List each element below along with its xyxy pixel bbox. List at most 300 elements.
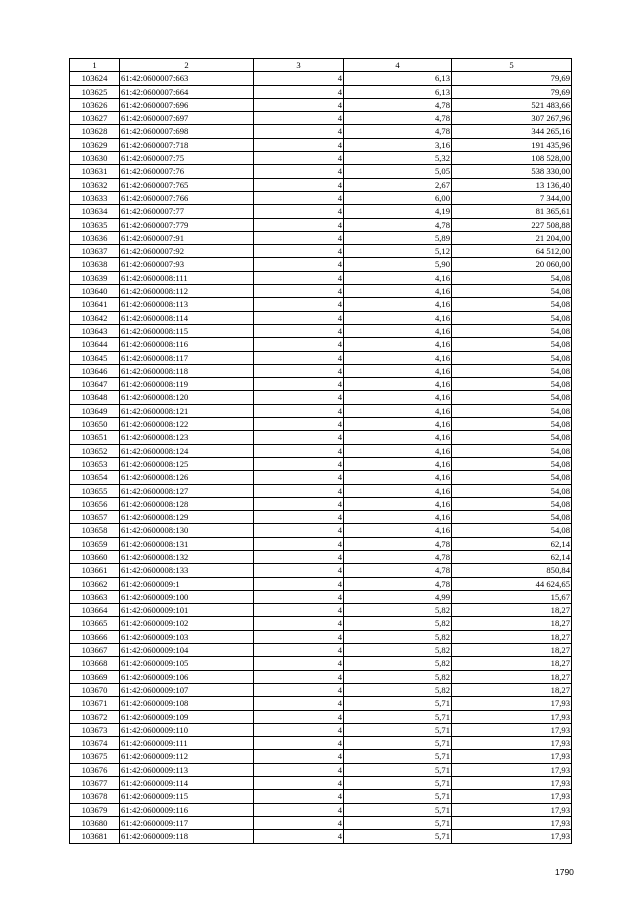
table-cell: 103679: [70, 803, 120, 816]
table-cell: 61:42:0600008:114: [120, 311, 254, 324]
table-cell: 4: [254, 444, 344, 457]
table-cell: 61:42:0600007:91: [120, 231, 254, 244]
table-cell: 4: [254, 258, 344, 271]
table-cell: 4,16: [344, 418, 452, 431]
table-cell: 61:42:0600009:115: [120, 790, 254, 803]
table-cell: 4: [254, 670, 344, 683]
table-cell: 61:42:0600007:766: [120, 191, 254, 204]
table-cell: 103649: [70, 404, 120, 417]
table-cell: 4: [254, 830, 344, 843]
table-cell: 4: [254, 112, 344, 125]
table-cell: 4: [254, 165, 344, 178]
table-cell: 4,16: [344, 431, 452, 444]
table-cell: 4: [254, 471, 344, 484]
table-cell: 4: [254, 803, 344, 816]
table-cell: 4,78: [344, 550, 452, 563]
table-row: [70, 218, 572, 231]
table-cell: 103652: [70, 444, 120, 457]
table-cell: 103667: [70, 644, 120, 657]
table-row: [70, 777, 572, 790]
table-cell: 61:42:0600009:111: [120, 737, 254, 750]
table-cell: 5,71: [344, 750, 452, 763]
table-cell: 18,27: [452, 670, 572, 683]
table-cell: 103635: [70, 218, 120, 231]
table-cell: 4: [254, 418, 344, 431]
table-row: [70, 816, 572, 829]
table-cell: 103656: [70, 497, 120, 510]
table-cell: 61:42:0600009:114: [120, 777, 254, 790]
table-cell: 17,93: [452, 710, 572, 723]
table-cell: 61:42:0600008:129: [120, 511, 254, 524]
table-cell: 4: [254, 245, 344, 258]
table-cell: 4: [254, 125, 344, 138]
table-cell: 4: [254, 524, 344, 537]
table-cell: 4: [254, 178, 344, 191]
table-cell: 103665: [70, 617, 120, 630]
table-row: [70, 737, 572, 750]
table-cell: 17,93: [452, 803, 572, 816]
table-cell: 344 265,16: [452, 125, 572, 138]
table-cell: 61:42:0600009:107: [120, 683, 254, 696]
table-cell: 61:42:0600008:111: [120, 271, 254, 284]
table-header-row: [70, 59, 572, 72]
table-cell: 4: [254, 617, 344, 630]
table-row: [70, 138, 572, 151]
table-cell: 4,78: [344, 125, 452, 138]
table-cell: 61:42:0600008:126: [120, 471, 254, 484]
table-cell: 4: [254, 484, 344, 497]
table-cell: 103650: [70, 418, 120, 431]
table-cell: 5,71: [344, 737, 452, 750]
table-cell: 5,71: [344, 816, 452, 829]
table-cell: 103634: [70, 205, 120, 218]
table-cell: 103666: [70, 630, 120, 643]
table-cell: 61:42:0600008:122: [120, 418, 254, 431]
table-cell: 17,93: [452, 723, 572, 736]
table-cell: 61:42:0600008:118: [120, 364, 254, 377]
table-cell: 4,16: [344, 457, 452, 470]
table-row: [70, 311, 572, 324]
table-cell: 103680: [70, 816, 120, 829]
table-cell: 21 204,00: [452, 231, 572, 244]
table-cell: 4,16: [344, 497, 452, 510]
table-cell: 61:42:0600008:121: [120, 404, 254, 417]
table-cell: 61:42:0600008:112: [120, 285, 254, 298]
table-row: [70, 404, 572, 417]
table-cell: 54,08: [452, 271, 572, 284]
table-row: [70, 112, 572, 125]
table-cell: 4: [254, 550, 344, 563]
table-cell: 103651: [70, 431, 120, 444]
table-cell: 17,93: [452, 790, 572, 803]
table-cell: 61:42:0600009:104: [120, 644, 254, 657]
table-cell: 61:42:0600009:106: [120, 670, 254, 683]
table-cell: 103654: [70, 471, 120, 484]
table-cell: 61:42:0600009:117: [120, 816, 254, 829]
table-cell: 54,08: [452, 418, 572, 431]
table-row: [70, 364, 572, 377]
table-cell: 4: [254, 777, 344, 790]
table-cell: 61:42:0600009:109: [120, 710, 254, 723]
table-cell: 54,08: [452, 285, 572, 298]
table-cell: 4: [254, 138, 344, 151]
table-cell: 227 508,88: [452, 218, 572, 231]
page-number: 1790: [555, 867, 574, 877]
table-row: [70, 564, 572, 577]
column-header: 4: [344, 59, 452, 72]
table-cell: 61:42:0600007:664: [120, 85, 254, 98]
table-row: [70, 670, 572, 683]
table-cell: 103643: [70, 324, 120, 337]
table-row: [70, 205, 572, 218]
table-row: [70, 790, 572, 803]
table-cell: 5,71: [344, 790, 452, 803]
table-cell: 54,08: [452, 471, 572, 484]
table-cell: 4,16: [344, 364, 452, 377]
table-cell: 61:42:0600008:117: [120, 351, 254, 364]
table-cell: 4: [254, 72, 344, 85]
table-cell: 103624: [70, 72, 120, 85]
table-cell: 61:42:0600008:120: [120, 391, 254, 404]
table-row: [70, 152, 572, 165]
table-cell: 61:42:0600008:128: [120, 497, 254, 510]
table-cell: 4,78: [344, 537, 452, 550]
table-row: [70, 550, 572, 563]
table-cell: 4: [254, 298, 344, 311]
table-row: [70, 830, 572, 843]
table-cell: 5,71: [344, 723, 452, 736]
table-row: [70, 697, 572, 710]
table-cell: 103632: [70, 178, 120, 191]
table-cell: 61:42:0600009:108: [120, 697, 254, 710]
table-cell: 61:42:0600009:110: [120, 723, 254, 736]
table-cell: 103677: [70, 777, 120, 790]
table-cell: 5,05: [344, 165, 452, 178]
table-cell: 4: [254, 657, 344, 670]
table-cell: 61:42:0600007:779: [120, 218, 254, 231]
table-cell: 4: [254, 285, 344, 298]
table-row: [70, 72, 572, 85]
table-cell: 103672: [70, 710, 120, 723]
table-cell: 103636: [70, 231, 120, 244]
table-row: [70, 511, 572, 524]
table-row: [70, 285, 572, 298]
table-cell: 4: [254, 497, 344, 510]
table-cell: 103639: [70, 271, 120, 284]
table-cell: 61:42:0600008:125: [120, 457, 254, 470]
table-cell: 64 512,00: [452, 245, 572, 258]
table-cell: 17,93: [452, 737, 572, 750]
table-row: [70, 444, 572, 457]
table-row: [70, 577, 572, 590]
table-cell: 54,08: [452, 404, 572, 417]
table-cell: 103641: [70, 298, 120, 311]
table-row: [70, 710, 572, 723]
table-cell: 61:42:0600008:130: [120, 524, 254, 537]
table-cell: 61:42:0600009:116: [120, 803, 254, 816]
table-body: [70, 72, 572, 843]
table-cell: 4: [254, 604, 344, 617]
table-cell: 5,82: [344, 644, 452, 657]
table-cell: 521 483,66: [452, 98, 572, 111]
table-cell: 61:42:0600009:102: [120, 617, 254, 630]
table-cell: 4: [254, 271, 344, 284]
table-cell: 54,08: [452, 298, 572, 311]
table-cell: 103662: [70, 577, 120, 590]
table-cell: 4: [254, 737, 344, 750]
table-cell: 103647: [70, 378, 120, 391]
table-cell: 103638: [70, 258, 120, 271]
table-row: [70, 378, 572, 391]
table-cell: 18,27: [452, 683, 572, 696]
table-row: [70, 178, 572, 191]
table-cell: 61:42:0600007:696: [120, 98, 254, 111]
table-cell: 6,13: [344, 72, 452, 85]
table-cell: 103663: [70, 590, 120, 603]
table-cell: 61:42:0600008:133: [120, 564, 254, 577]
table-cell: 103627: [70, 112, 120, 125]
table-cell: 4,16: [344, 524, 452, 537]
table-cell: 61:42:0600008:115: [120, 324, 254, 337]
table-cell: 4,16: [344, 285, 452, 298]
table-cell: 103646: [70, 364, 120, 377]
table-cell: 4: [254, 644, 344, 657]
table-cell: 103671: [70, 697, 120, 710]
table-cell: 6,13: [344, 85, 452, 98]
table-cell: 61:42:0600007:718: [120, 138, 254, 151]
table-row: [70, 723, 572, 736]
table-cell: 4: [254, 205, 344, 218]
table-cell: 54,08: [452, 364, 572, 377]
table-cell: 4,16: [344, 404, 452, 417]
table-cell: 4: [254, 630, 344, 643]
table-cell: 4,19: [344, 205, 452, 218]
table-cell: 4: [254, 338, 344, 351]
table-cell: 103633: [70, 191, 120, 204]
table-row: [70, 431, 572, 444]
table-row: [70, 98, 572, 111]
table-cell: 4,16: [344, 378, 452, 391]
table-cell: 4: [254, 404, 344, 417]
table-cell: 61:42:0600009:100: [120, 590, 254, 603]
table-cell: 103681: [70, 830, 120, 843]
table-cell: 4,78: [344, 98, 452, 111]
table-cell: 4: [254, 218, 344, 231]
table-cell: 61:42:0600007:93: [120, 258, 254, 271]
column-header: 3: [254, 59, 344, 72]
table-cell: 103631: [70, 165, 120, 178]
table-row: [70, 657, 572, 670]
table-cell: 54,08: [452, 324, 572, 337]
table-cell: 4: [254, 763, 344, 776]
table-cell: 61:42:0600007:76: [120, 165, 254, 178]
table-cell: 4,78: [344, 564, 452, 577]
table-cell: 17,93: [452, 777, 572, 790]
table-cell: 61:42:0600007:765: [120, 178, 254, 191]
table-row: [70, 484, 572, 497]
table-row: [70, 471, 572, 484]
table-cell: 17,93: [452, 750, 572, 763]
table-cell: 103659: [70, 537, 120, 550]
table-cell: 15,67: [452, 590, 572, 603]
table-cell: 61:42:0600007:663: [120, 72, 254, 85]
table-cell: 3,16: [344, 138, 452, 151]
table-cell: 4: [254, 816, 344, 829]
table-cell: 54,08: [452, 338, 572, 351]
table-cell: 18,27: [452, 630, 572, 643]
table-cell: 103676: [70, 763, 120, 776]
table-cell: 4,78: [344, 218, 452, 231]
table-cell: 4: [254, 683, 344, 696]
table-cell: 103661: [70, 564, 120, 577]
table-cell: 4: [254, 364, 344, 377]
table-cell: 103644: [70, 338, 120, 351]
table-row: [70, 537, 572, 550]
table-cell: 103670: [70, 683, 120, 696]
table-cell: 61:42:0600009:1: [120, 577, 254, 590]
table-cell: 103653: [70, 457, 120, 470]
table-cell: 4,16: [344, 324, 452, 337]
table-cell: 4,16: [344, 484, 452, 497]
table-cell: 5,71: [344, 830, 452, 843]
table-cell: 61:42:0600009:101: [120, 604, 254, 617]
table-cell: 4: [254, 152, 344, 165]
table-row: [70, 644, 572, 657]
table-cell: 4: [254, 324, 344, 337]
table-row: [70, 803, 572, 816]
table-cell: 4: [254, 98, 344, 111]
table-cell: 4,16: [344, 338, 452, 351]
table-cell: 103642: [70, 311, 120, 324]
table-row: [70, 298, 572, 311]
table-cell: 103629: [70, 138, 120, 151]
table-row: [70, 191, 572, 204]
table-cell: 5,82: [344, 683, 452, 696]
table-row: [70, 125, 572, 138]
table-cell: 5,71: [344, 763, 452, 776]
table-cell: 5,90: [344, 258, 452, 271]
table-row: [70, 391, 572, 404]
column-header: 2: [120, 59, 254, 72]
table-cell: 54,08: [452, 484, 572, 497]
table-row: [70, 630, 572, 643]
table-cell: 4: [254, 790, 344, 803]
table-cell: 4,16: [344, 471, 452, 484]
table-cell: 4,78: [344, 112, 452, 125]
table-row: [70, 338, 572, 351]
table-cell: 61:42:0600007:697: [120, 112, 254, 125]
table-cell: 4: [254, 85, 344, 98]
table-cell: 54,08: [452, 444, 572, 457]
table-cell: 17,93: [452, 697, 572, 710]
table-cell: 61:42:0600008:113: [120, 298, 254, 311]
table-cell: 54,08: [452, 311, 572, 324]
table-row: [70, 524, 572, 537]
table-cell: 81 365,61: [452, 205, 572, 218]
table-cell: 5,71: [344, 697, 452, 710]
table-cell: 17,93: [452, 816, 572, 829]
table-cell: 4: [254, 391, 344, 404]
table-cell: 191 435,96: [452, 138, 572, 151]
table-row: [70, 258, 572, 271]
table-row: [70, 351, 572, 364]
table-cell: 18,27: [452, 604, 572, 617]
table-cell: 61:42:0600007:77: [120, 205, 254, 218]
table-row: [70, 324, 572, 337]
table-cell: 5,82: [344, 604, 452, 617]
table-cell: 103637: [70, 245, 120, 258]
table-cell: 103655: [70, 484, 120, 497]
table-cell: 61:42:0600009:112: [120, 750, 254, 763]
table-cell: 103664: [70, 604, 120, 617]
table-cell: 4,16: [344, 444, 452, 457]
table-cell: 54,08: [452, 431, 572, 444]
table-cell: 4: [254, 457, 344, 470]
table-cell: 5,89: [344, 231, 452, 244]
table-cell: 4: [254, 564, 344, 577]
table-cell: 103660: [70, 550, 120, 563]
table-row: [70, 497, 572, 510]
column-header: 1: [70, 59, 120, 72]
table-cell: 307 267,96: [452, 112, 572, 125]
table-cell: 103674: [70, 737, 120, 750]
table-cell: 103630: [70, 152, 120, 165]
table-cell: 4: [254, 191, 344, 204]
table-cell: 103675: [70, 750, 120, 763]
table-cell: 103648: [70, 391, 120, 404]
table-cell: 4,16: [344, 311, 452, 324]
table-cell: 5,82: [344, 657, 452, 670]
table-cell: 20 060,00: [452, 258, 572, 271]
table-cell: 103640: [70, 285, 120, 298]
table-cell: 18,27: [452, 617, 572, 630]
table-row: [70, 750, 572, 763]
table-cell: 61:42:0600009:118: [120, 830, 254, 843]
table-cell: 4,16: [344, 271, 452, 284]
table-cell: 54,08: [452, 511, 572, 524]
table-row: [70, 617, 572, 630]
table-cell: 103658: [70, 524, 120, 537]
table-cell: 61:42:0600008:119: [120, 378, 254, 391]
table-cell: 103645: [70, 351, 120, 364]
table-cell: 4: [254, 511, 344, 524]
table-row: [70, 683, 572, 696]
table-row: [70, 85, 572, 98]
table-cell: 4,99: [344, 590, 452, 603]
table-cell: 103628: [70, 125, 120, 138]
table-row: [70, 418, 572, 431]
table-cell: 54,08: [452, 457, 572, 470]
table-cell: 4,16: [344, 298, 452, 311]
table-cell: 61:42:0600007:698: [120, 125, 254, 138]
table-cell: 5,71: [344, 710, 452, 723]
table-cell: 4: [254, 537, 344, 550]
table-row: [70, 604, 572, 617]
table-cell: 4: [254, 378, 344, 391]
table-cell: 103668: [70, 657, 120, 670]
table-row: [70, 165, 572, 178]
table-cell: 5,71: [344, 777, 452, 790]
table-cell: 61:42:0600008:131: [120, 537, 254, 550]
table-cell: 17,93: [452, 830, 572, 843]
table-cell: 5,82: [344, 670, 452, 683]
table-cell: 4: [254, 750, 344, 763]
table-cell: 4: [254, 351, 344, 364]
table-cell: 5,12: [344, 245, 452, 258]
table-cell: 54,08: [452, 378, 572, 391]
column-header: 5: [452, 59, 572, 72]
table-cell: 103669: [70, 670, 120, 683]
